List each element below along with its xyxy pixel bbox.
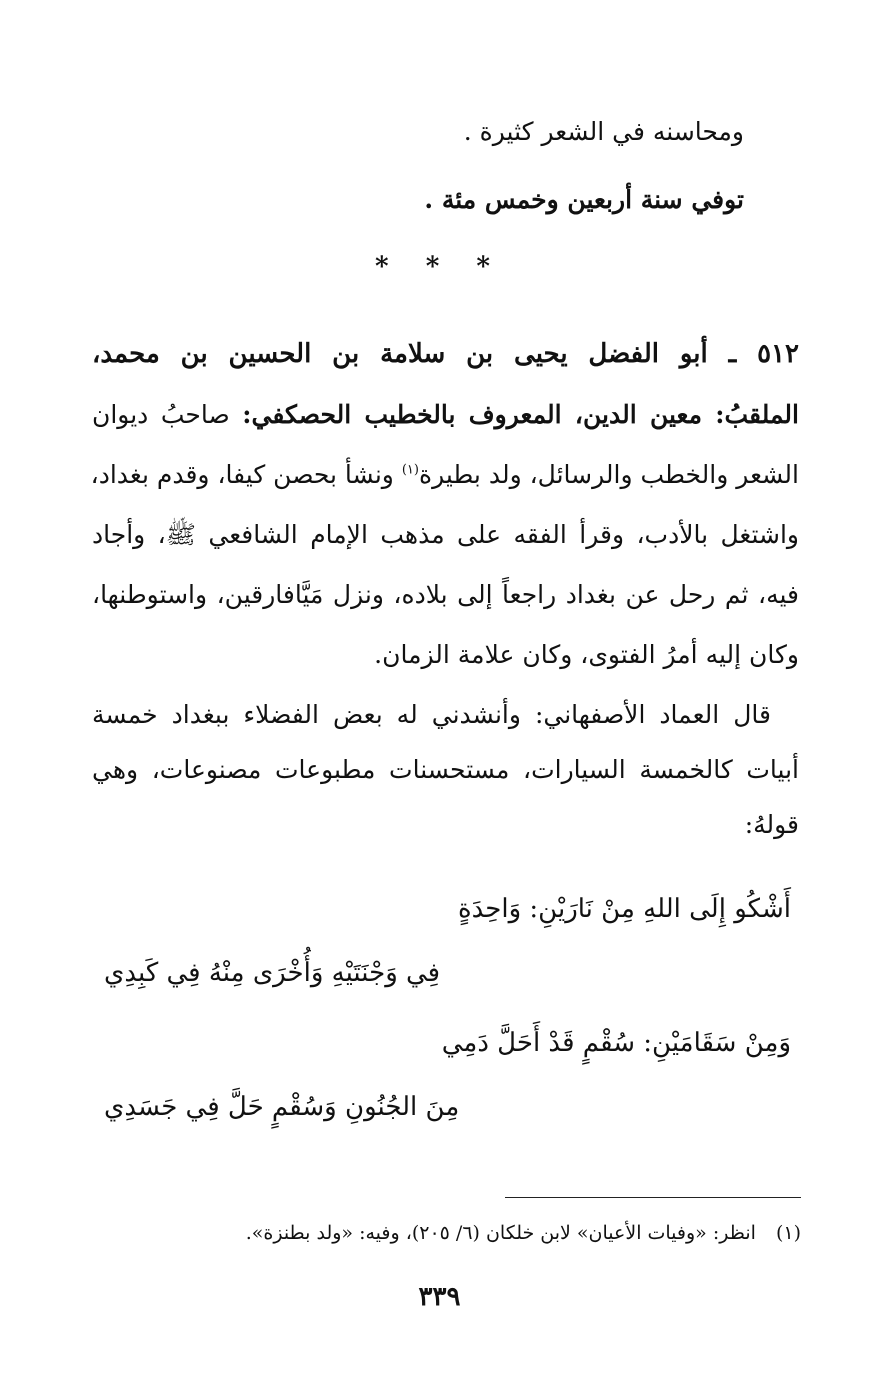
body-text: ونشأ بحصن كيفا، وقدم بغداد،: [90, 460, 394, 489]
para2-line-1: قال العماد الأصفهاني: وأنشدني له بعض الفضلاء ببغداد خمسة: [92, 700, 771, 729]
entry-body-line-3: [92, 455, 799, 495]
page-number: ٣٣٩: [418, 1282, 461, 1312]
poem-verse-1-hemistich-2: فِي وَجْنَتَيْهِ وَأُخْرَى مِنْهُ فِي كَبِدِي: [104, 958, 441, 988]
entry-body-line-4: واشتغل بالأدب، وقرأ الفقه على مذهب الإمام الشافعي ﷺ، وأجاد: [92, 520, 799, 549]
section-separator: * * *: [375, 252, 504, 282]
entry-heading-rest: صاحبُ ديوان: [92, 400, 230, 429]
poem-verse-2-hemistich-2: مِنَ الجُنُونِ وَسُقْمٍ حَلَّ فِي جَسَدِي: [104, 1092, 460, 1122]
entry-heading-line-2: [92, 395, 799, 435]
poem-verse-2-hemistich-1: وَمِنْ سَقَامَيْنِ: سُقْمٍ قَدْ أَحَلَّ دَمِي: [441, 1028, 791, 1058]
footnote-divider: [505, 1197, 801, 1198]
entry-body-line-5: فيه، ثم رحل عن بغداد راجعاً إلى بلاده، ونزل مَيَّافارقين، واستوطنها،: [92, 580, 799, 609]
entry-body-line-6: وكان إليه أمرُ الفتوى، وكان علامة الزمان.: [374, 640, 799, 669]
body-text: الشعر والخطب والرسائل، ولد بطيرة: [418, 460, 799, 489]
footnote-marker: (١): [401, 462, 419, 478]
entry-laqab: الملقبُ: معين الدين، المعروف بالخطيب الحصكفي:: [242, 400, 799, 429]
prev-entry-line-2: توفي سنة أربعين وخمس مئة .: [424, 185, 744, 214]
prev-entry-line-1: ومحاسنه في الشعر كثيرة .: [463, 117, 744, 146]
footnote-number: (١): [775, 1222, 801, 1244]
footnote: [88, 1218, 801, 1248]
para2-line-3: قولهُ:: [744, 810, 799, 839]
entry-heading-line-1: ٥١٢ ـ أبو الفضل يحيى بن سلامة بن الحسين بن محمد،: [92, 339, 799, 369]
poem-verse-1-hemistich-1: أَشْكُو إِلَى اللهِ مِنْ نَارَيْنِ: وَاحِدَةٍ: [458, 894, 791, 924]
para2-line-2: أبيات كالخمسة السيارات، مستحسنات مطبوعات مصنوعات، وهي: [92, 755, 799, 784]
footnote-text: انظر: «وفيات الأعيان» لابن خلكان (٦/ ٢٠٥)، وفيه: «ولد بطنزة».: [245, 1222, 756, 1244]
